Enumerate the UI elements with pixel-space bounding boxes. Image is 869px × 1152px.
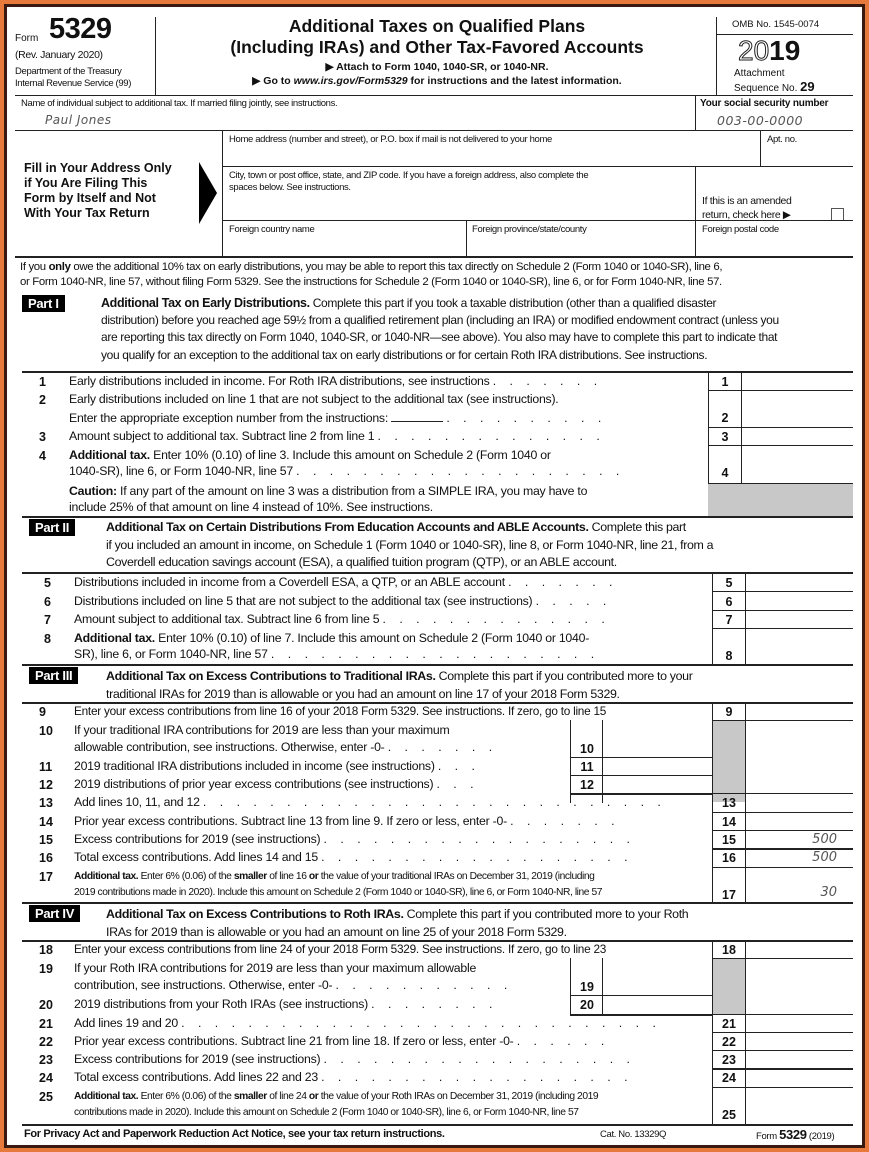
form-number: 5329 bbox=[49, 13, 112, 45]
shaded-area bbox=[708, 483, 853, 516]
line-11-box: 11 bbox=[580, 760, 594, 774]
rule bbox=[712, 793, 853, 794]
line-1-number: 1 bbox=[39, 375, 46, 389]
line-8-box: 8 bbox=[725, 649, 733, 663]
line-2-text: Early distributions included on line 1 that are not subject to the additional tax (see instructions). bbox=[69, 392, 559, 406]
line-6-text: Distributions included on line 5 that are not subject to the additional tax (see instructions) . . . . . bbox=[74, 594, 612, 608]
amended-label: If this is an amended return, check here ▶ bbox=[702, 195, 792, 221]
line-3-number: 3 bbox=[39, 430, 46, 444]
part-4-top-rule bbox=[22, 902, 853, 904]
part-3-header: Additional Tax on Excess Contributions to Traditional IRAs. Complete this part if you contributed more to your traditional IRAs for 2019 than is allowable or you had an amount on line 17 of your 2018 Form 5329. bbox=[106, 669, 693, 701]
line-24-box: 24 bbox=[722, 1071, 736, 1085]
part-4-tag: Part IV bbox=[29, 905, 80, 922]
line-17-amount[interactable]: 30 bbox=[820, 885, 837, 900]
home-address-label: Home address (number and street), or P.O. box if mail is not delivered to your home bbox=[229, 134, 552, 145]
rule bbox=[712, 1068, 853, 1070]
part2-num-col bbox=[712, 572, 713, 664]
irs-label: Internal Revenue Service (99) bbox=[15, 78, 132, 89]
line-4-text: Additional tax. Enter 10% (0.10) of line 3. Include this amount on Schedule 2 (Form 1040 or bbox=[69, 448, 551, 462]
line-18-box: 18 bbox=[722, 943, 736, 957]
line-15-number: 15 bbox=[39, 833, 53, 847]
name-field[interactable]: Paul Jones bbox=[45, 113, 112, 127]
caution-text: Caution: If any part of the amount on line 3 was a distribution from a SIMPLE IRA, you may have to bbox=[69, 484, 588, 498]
rule bbox=[712, 1032, 853, 1033]
line-1-text: Early distributions included in income. For Roth IRA distributions, see instructions . . . . . . . bbox=[69, 374, 603, 388]
name-label: Name of individual subject to additional tax. If married filing jointly, see instructions. bbox=[21, 98, 338, 109]
line-20-number: 20 bbox=[39, 998, 53, 1012]
line-20-box: 20 bbox=[580, 998, 594, 1012]
rule bbox=[708, 427, 853, 428]
line-19-text: If your Roth IRA contributions for 2019 are less than your maximum allowable bbox=[74, 961, 477, 975]
foreign-postal-field[interactable] bbox=[696, 235, 851, 255]
form-frame bbox=[4, 4, 865, 1148]
attach-instruction: ▶ Attach to Form 1040, 1040-SR, or 1040-NR. bbox=[325, 61, 549, 73]
foreign-province-label: Foreign province/state/county bbox=[472, 224, 587, 235]
line-19-box: 19 bbox=[580, 980, 594, 994]
line-8-number: 8 bbox=[44, 632, 51, 646]
line-23-box: 23 bbox=[722, 1053, 736, 1067]
line-12-number: 12 bbox=[39, 778, 53, 792]
line-10-number: 10 bbox=[39, 724, 53, 738]
intro-text: If you only owe the additional 10% tax on early distributions, you may be able to report this tax directly on Schedule 2 (Form 1040 or 1040-SR), line 6, or Form 1040-NR, line 57, without filing Form 5329. See the instructions for Schedule 2 (Form 1040 or 1040-SR), line 6, or for Form 1040-NR, line 57. bbox=[20, 261, 723, 288]
department: Department of the Treasury bbox=[15, 66, 122, 77]
rule bbox=[570, 775, 713, 776]
foreign-province-field[interactable] bbox=[467, 235, 693, 255]
line-11-text: 2019 traditional IRA distributions included in income (see instructions) . . . bbox=[74, 759, 480, 773]
rule bbox=[712, 1014, 853, 1015]
footer-rule bbox=[22, 1124, 853, 1126]
line-5-number: 5 bbox=[44, 576, 51, 590]
form-label: Form bbox=[15, 33, 39, 44]
line-22-box: 22 bbox=[722, 1035, 736, 1049]
ssn-label: Your social security number bbox=[700, 98, 829, 109]
line-11-number: 11 bbox=[39, 760, 53, 774]
line-3-text: Amount subject to additional tax. Subtract line 2 from line 1 . . . . . . . . . . . . . . bbox=[69, 429, 605, 443]
line-1-box: 1 bbox=[721, 375, 729, 389]
line-4-number: 4 bbox=[39, 449, 46, 463]
part-2-rule bbox=[22, 572, 853, 574]
name-bottom-rule bbox=[15, 130, 853, 131]
shaded-area bbox=[713, 959, 745, 1014]
header-divider-right bbox=[716, 17, 717, 95]
catalog-number: Cat. No. 13329Q bbox=[600, 1129, 667, 1140]
omb-number: OMB No. 1545-0074 bbox=[732, 19, 820, 30]
inner-num-col bbox=[570, 720, 571, 803]
line-7-box: 7 bbox=[725, 613, 733, 627]
line-9-text: Enter your excess contributions from line 16 of your 2018 Form 5329. See instructions. If zero, go to line 15 bbox=[74, 704, 607, 718]
line-13-text: Add lines 10, 11, and 12 . . . . . . . . . . . . . . . . . . . . . . . . . . . . bbox=[74, 795, 666, 809]
part-2-tag: Part II bbox=[29, 519, 75, 536]
apt-field[interactable] bbox=[761, 145, 851, 165]
line-20-text: 2019 distributions from your Roth IRAs (see instructions) . . . . . . . . bbox=[74, 997, 498, 1011]
line-12-text: 2019 distributions of prior year excess contributions (see instructions) . . . bbox=[74, 777, 479, 791]
exception-number-field[interactable] bbox=[391, 412, 443, 422]
line-8-text: Additional tax. Enter 10% (0.10) of line 7. Include this amount on Schedule 2 (Form 1040 or 1040- bbox=[74, 631, 590, 645]
footer-form-id: Form 5329 (2019) bbox=[756, 1127, 835, 1142]
revision-date: (Rev. January 2020) bbox=[15, 49, 103, 61]
line-21-box: 21 bbox=[722, 1017, 736, 1031]
line-2-text-b: Enter the appropriate exception number from the instructions: . . . . . . . . . . bbox=[69, 411, 607, 425]
line-7-text: Amount subject to additional tax. Subtract line 6 from line 5 . . . . . . . . . . . . . . bbox=[74, 612, 610, 626]
line-19-text-b: contribution, see instructions. Otherwise, enter -0- . . . . . . . . . . . bbox=[74, 978, 513, 992]
rule bbox=[712, 610, 853, 611]
line-12-box: 12 bbox=[580, 778, 594, 792]
part-1-header: Additional Tax on Early Distributions. Complete this part if you took a taxable distribution (other than a qualified disaster distribution) before you reached age 59½ from a qualified retirement plan (including an IRA) or modified endowment contract (unless you are reporting this tax directly on Form 1040, 1040-SR, or 1040-NR—see above). You also may have to complete this part to indicate that you qualify for an exception to the additional tax on early distributions or for certain Roth IRA distributions. See instructions. bbox=[101, 296, 779, 362]
line-3-box: 3 bbox=[721, 430, 729, 444]
line-5-text: Distributions included in income from a Coverdell ESA, a QTP, or an ABLE account . . . . . . . bbox=[74, 575, 618, 589]
line-23-number: 23 bbox=[39, 1053, 53, 1067]
part-1-tag: Part I bbox=[22, 295, 65, 312]
line-10-text: If your traditional IRA contributions for 2019 are less than your maximum bbox=[74, 723, 450, 737]
title-line-2: (Including IRAs) and Other Tax-Favored Accounts bbox=[230, 37, 644, 57]
line-17-text: Additional tax. Enter 6% (0.06) of the smaller of line 16 or the value of your traditional IRAs on December 31, 2019 (including bbox=[74, 871, 595, 882]
line-17-text-b: 2019 contributions made in 2020). Include this amount on Schedule 2 (Form 1040 or 1040-SR), line 6, or Form 1040-NR, line 57 bbox=[74, 887, 603, 898]
line-6-box: 6 bbox=[725, 595, 733, 609]
line-5-box: 5 bbox=[725, 576, 733, 590]
line-2-box: 2 bbox=[721, 411, 729, 425]
line-22-number: 22 bbox=[39, 1035, 53, 1049]
line-13-box: 13 bbox=[722, 796, 736, 810]
line-22-text: Prior year excess contributions. Subtract line 21 from line 18. If zero or less, enter -0- . . . . . . bbox=[74, 1034, 610, 1048]
line-7-number: 7 bbox=[44, 613, 51, 627]
header-divider-left bbox=[155, 17, 156, 95]
line-17-number: 17 bbox=[39, 870, 53, 884]
line-19-number: 19 bbox=[39, 962, 53, 976]
shaded-area bbox=[713, 721, 745, 802]
foreign-country-field[interactable] bbox=[223, 235, 463, 255]
rule bbox=[708, 483, 853, 484]
rule bbox=[712, 591, 853, 592]
line-9-number: 9 bbox=[39, 705, 46, 719]
part-1-rule bbox=[22, 371, 853, 373]
line-21-number: 21 bbox=[39, 1017, 53, 1031]
line-25-number: 25 bbox=[39, 1090, 53, 1104]
ssn-divider bbox=[695, 95, 696, 130]
rule bbox=[570, 995, 713, 996]
part-3-top-rule bbox=[22, 664, 853, 666]
goto-instruction: ▶ Go to www.irs.gov/Form5329 for instructions and the latest information. bbox=[252, 75, 622, 87]
line-16-text: Total excess contributions. Add lines 14 and 15 . . . . . . . . . . . . . . . . . . . bbox=[74, 850, 633, 864]
address-bottom-rule bbox=[15, 256, 853, 258]
city-field[interactable] bbox=[223, 195, 693, 217]
foreign-country-label: Foreign country name bbox=[229, 224, 315, 235]
tax-year: 2019 bbox=[738, 35, 801, 66]
rule bbox=[708, 390, 853, 391]
rule bbox=[712, 830, 853, 831]
arrow-right-icon bbox=[199, 162, 217, 224]
rule bbox=[570, 757, 713, 758]
line-4-box: 4 bbox=[721, 466, 729, 480]
line-16-box: 16 bbox=[722, 851, 736, 865]
city-bottom-rule bbox=[222, 220, 853, 221]
form-5329-page bbox=[7, 7, 862, 1145]
rule bbox=[708, 445, 853, 446]
title-line-1: Additional Taxes on Qualified Plans bbox=[288, 16, 586, 36]
ssn-field[interactable]: 003-00-0000 bbox=[717, 113, 804, 128]
rule bbox=[712, 1087, 853, 1088]
inner-val-col bbox=[602, 958, 603, 1015]
line-8-text-b: SR), line 6, or Form 1040-NR, line 57 . . . . . . . . . . . . . . . . . . . . bbox=[74, 647, 600, 661]
part2-val-col bbox=[745, 572, 746, 664]
part-2-top-rule bbox=[22, 516, 853, 518]
part-2-header: Additional Tax on Certain Distributions From Education Accounts and ABLE Accounts. Complete this part if you included an amount in income, on Schedule 1 (Form 1040 or 1040-SR), line 8, or Form 1040-NR, line 21, from a Coverdell education savings account (ESA), a qualified tuition program (QTP), or an ABLE account. bbox=[106, 520, 714, 569]
line-10-box: 10 bbox=[580, 742, 594, 756]
rule bbox=[712, 1050, 853, 1051]
attachment-label: Attachment bbox=[734, 68, 785, 79]
home-address-field[interactable] bbox=[223, 145, 758, 165]
line-15-amount[interactable]: 500 bbox=[812, 832, 837, 847]
line-14-number: 14 bbox=[39, 815, 53, 829]
rule bbox=[712, 628, 853, 629]
sequence-label: Sequence No. 29 bbox=[734, 79, 815, 94]
line-16-number: 16 bbox=[39, 851, 53, 865]
sequence-number: 29 bbox=[800, 79, 815, 94]
line-18-number: 18 bbox=[39, 943, 53, 957]
line-25-text-b: contributions made in 2020). Include this amount on Schedule 2 (Form 1040 or 1040-SR), line 6, or Form 1040-NR, line 57 bbox=[74, 1107, 579, 1118]
line-25-text: Additional tax. Enter 6% (0.06) of the smaller of line 24 or the value of your Roth IRAs on December 31, 2019 (including 2019 bbox=[74, 1091, 599, 1102]
caution-text-b: include 25% of that amount on line 4 instead of 10%. See instructions. bbox=[69, 500, 433, 514]
fill-address-note: Fill in Your Address Only if You Are Filing This Form by Itself and Not With Your Tax Return bbox=[24, 161, 172, 220]
line-15-text: Excess contributions for 2019 (see instructions) . . . . . . . . . . . . . . . . . . . bbox=[74, 832, 635, 846]
inner-num-col bbox=[570, 958, 571, 1015]
apt-label: Apt. no. bbox=[767, 134, 797, 145]
line-23-text: Excess contributions for 2019 (see instructions) . . . . . . . . . . . . . . . . . . . bbox=[74, 1052, 635, 1066]
irs-link[interactable]: www.irs.gov/Form5329 bbox=[293, 75, 408, 87]
line-4-text-b: 1040-SR), line 6, or Form 1040-NR, line 57 . . . . . . . . . . . . . . . . . . . . bbox=[69, 464, 625, 478]
city-label: City, town or post office, state, and ZIP code. If you have a foreign address, also complete the spaces below. See instructions. bbox=[229, 170, 589, 193]
line-18-text: Enter your excess contributions from line 24 of your 2018 Form 5329. See instructions. If zero, go to line 23 bbox=[74, 942, 607, 956]
part3-val-col bbox=[745, 702, 746, 902]
line-14-text: Prior year excess contributions. Subtract line 13 from line 9. If zero or less, enter -0- . . . . . . . bbox=[74, 814, 620, 828]
part-3-tag: Part III bbox=[29, 667, 78, 684]
line-14-box: 14 bbox=[722, 815, 736, 829]
line-17-box: 17 bbox=[722, 888, 736, 902]
header-bottom-rule bbox=[15, 95, 853, 96]
line-21-text: Add lines 19 and 20 . . . . . . . . . . . . . . . . . . . . . . . . . . . . . bbox=[74, 1016, 661, 1030]
line-10-text-b: allowable contribution, see instructions. Otherwise, enter -0- . . . . . . . bbox=[74, 740, 498, 754]
line-9-box: 9 bbox=[725, 705, 733, 719]
line-6-number: 6 bbox=[44, 595, 51, 609]
part-4-header: Additional Tax on Excess Contributions to Roth IRAs. Complete this part if you contributed more to your Roth IRAs for 2019 than is allowable or you had an amount on line 25 of your 2018 Form 5329. bbox=[106, 907, 689, 939]
line-2-number: 2 bbox=[39, 393, 46, 407]
rule bbox=[712, 867, 853, 868]
line-15-box: 15 bbox=[722, 833, 736, 847]
line-25-box: 25 bbox=[722, 1108, 736, 1122]
line-13-number: 13 bbox=[39, 796, 53, 810]
home-bottom-rule bbox=[222, 166, 853, 167]
foreign-postal-label: Foreign postal code bbox=[702, 224, 779, 235]
privacy-notice: For Privacy Act and Paperwork Reduction Act Notice, see your tax return instructions. bbox=[24, 1128, 445, 1140]
form-title bbox=[157, 16, 717, 58]
line-24-number: 24 bbox=[39, 1071, 53, 1085]
inner-val-col bbox=[602, 720, 603, 803]
line-16-amount[interactable]: 500 bbox=[812, 850, 837, 865]
line-24-text: Total excess contributions. Add lines 22 and 23 . . . . . . . . . . . . . . . . . . . bbox=[74, 1070, 633, 1084]
rule bbox=[712, 812, 853, 813]
